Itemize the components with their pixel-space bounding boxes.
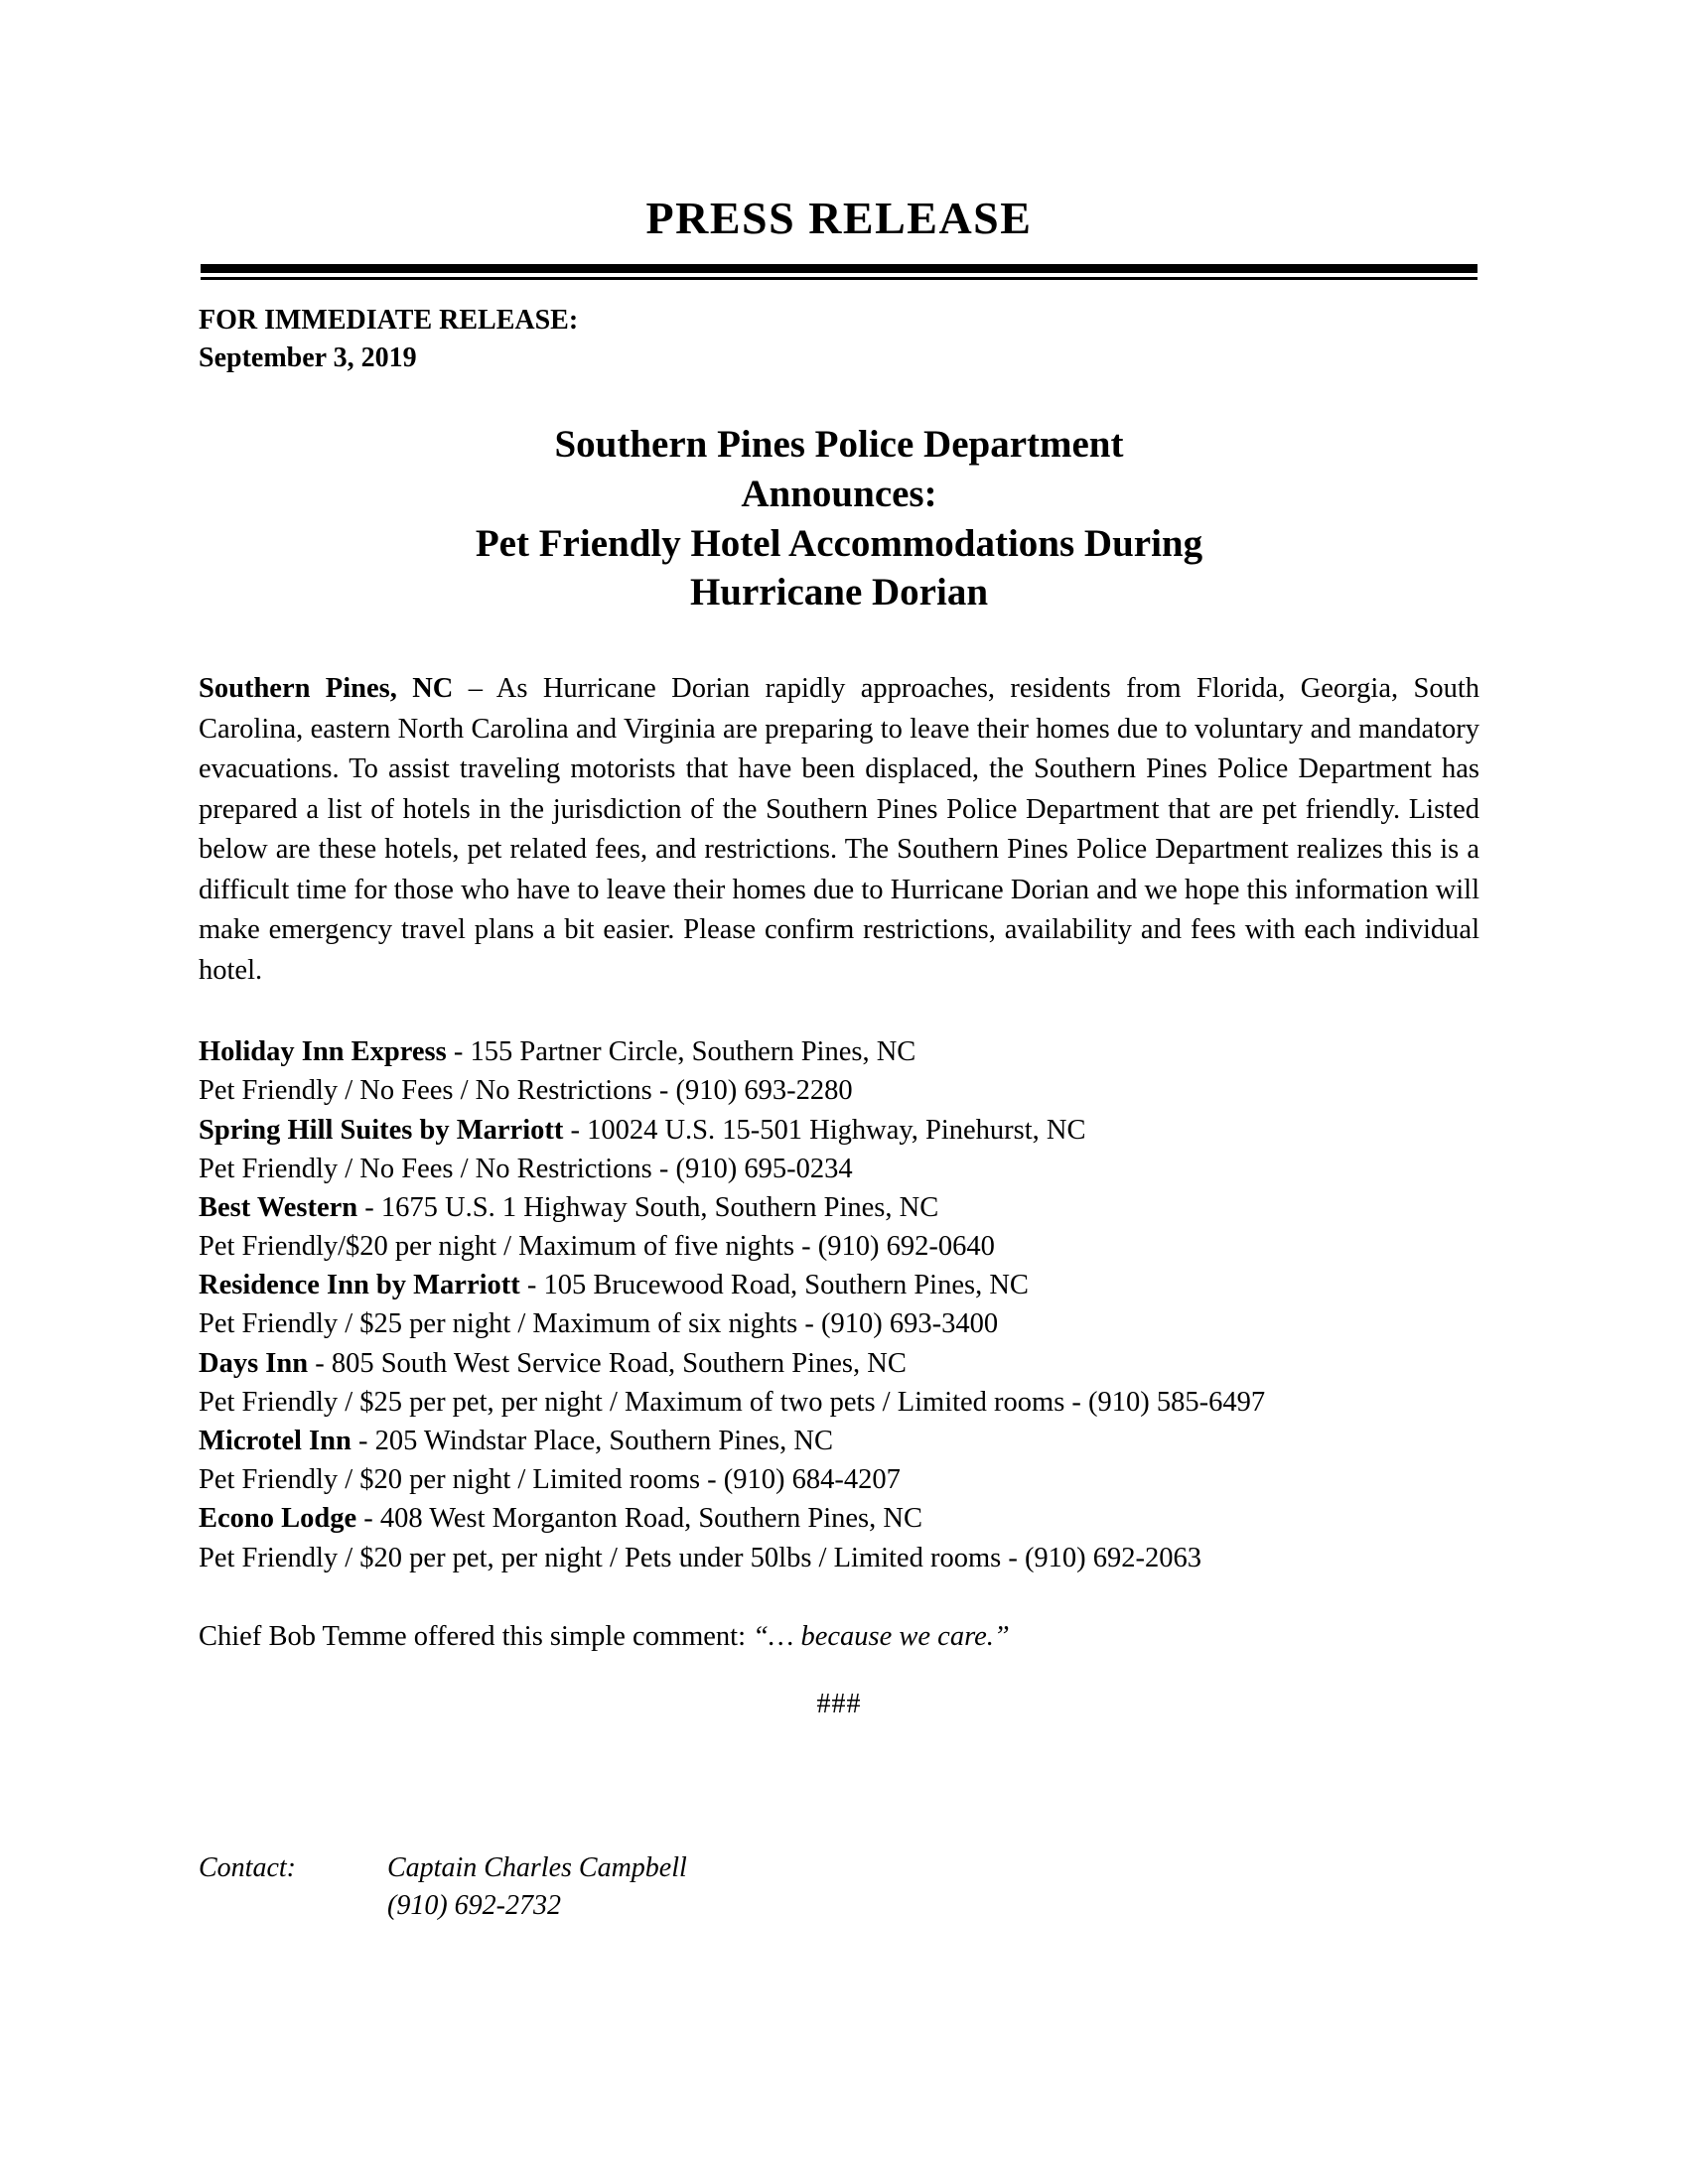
list-item: [199, 1266, 1479, 1343]
hotel-name: Microtel Inn: [199, 1426, 352, 1457]
hotel-name: Residence Inn by Marriott: [199, 1270, 520, 1301]
hotel-details: Pet Friendly/$20 per night / Maximum of five nights - (910) 692-0640: [199, 1231, 995, 1263]
page-title: PRESS RELEASE: [645, 193, 1033, 243]
divider-thick-rule: [201, 264, 1477, 273]
hotel-details: Pet Friendly / $25 per night / Maximum of six nights - (910) 693-3400: [199, 1308, 999, 1340]
hotel-address: - 805 South West Service Road, Southern Pines, NC: [308, 1347, 907, 1379]
release-date: September 3, 2019: [199, 341, 417, 373]
divider-thin-rule: [201, 277, 1477, 280]
hotel-address: - 10024 U.S. 15-501 Highway, Pinehurst, NC: [563, 1114, 1086, 1146]
header-divider: [201, 264, 1477, 280]
list-item: [199, 1422, 1479, 1499]
lede-paragraph: [199, 669, 1479, 991]
hotel-name: Holiday Inn Express: [199, 1036, 447, 1068]
hotel-details: Pet Friendly / $25 per pet, per night / Maximum of two pets / Limited rooms - (910) 585-6497: [199, 1386, 1266, 1418]
hotel-name: Best Western: [199, 1191, 358, 1223]
contact-block: [199, 1849, 1479, 1926]
contact-label: Contact:: [199, 1851, 296, 1883]
contact-name: Captain Charles Campbell: [387, 1851, 687, 1883]
list-item: [199, 1499, 1479, 1576]
headline: [199, 420, 1479, 618]
chief-quote: [199, 1617, 1479, 1657]
hotel-address: - 155 Partner Circle, Southern Pines, NC: [446, 1036, 916, 1068]
hotel-address: - 408 West Morganton Road, Southern Pines, NC: [356, 1503, 922, 1535]
hotel-details: Pet Friendly / No Fees / No Restrictions - (910) 695-0234: [199, 1153, 853, 1184]
hotel-name-line: [199, 1032, 1479, 1071]
hotel-name-line: [199, 1111, 1479, 1150]
headline-line-4: Hurricane Dorian: [689, 571, 989, 614]
release-label: FOR IMMEDIATE RELEASE:: [199, 305, 579, 337]
document-body: [199, 0, 1479, 1926]
hotel-name-line: [199, 1422, 1479, 1460]
end-mark: ###: [816, 1688, 862, 1719]
hotel-address: - 205 Windstar Place, Southern Pines, NC: [351, 1426, 833, 1457]
contact-primary-row: [199, 1849, 1479, 1888]
hotel-name: Days Inn: [199, 1347, 309, 1379]
hotel-address: - 105 Brucewood Road, Southern Pines, NC: [519, 1270, 1029, 1301]
headline-line-3: Pet Friendly Hotel Accommodations During: [475, 521, 1203, 565]
quote-text: “… because we care.”: [753, 1620, 1010, 1652]
list-item: [199, 1032, 1479, 1110]
quote-lead-in: Chief Bob Temme offered this simple comment:: [199, 1620, 754, 1652]
dateline: Southern Pines, NC: [199, 673, 454, 705]
hotel-name-line: [199, 1499, 1479, 1538]
list-item: [199, 1111, 1479, 1188]
hotel-name-line: [199, 1188, 1479, 1227]
contact-phone: (910) 692-2732: [387, 1890, 561, 1922]
hotel-details: Pet Friendly / No Fees / No Restrictions - (910) 693-2280: [199, 1075, 853, 1107]
hotel-list: [199, 1032, 1479, 1577]
hotel-details: Pet Friendly / $20 per pet, per night / Pets under 50lbs / Limited rooms - (910) 692-2063: [199, 1542, 1202, 1573]
list-item: [199, 1344, 1479, 1422]
hotel-name-line: [199, 1266, 1479, 1304]
headline-line-1: Southern Pines Police Department: [554, 422, 1124, 466]
hotel-name-line: [199, 1344, 1479, 1383]
hotel-details: Pet Friendly / $20 per night / Limited rooms - (910) 684-4207: [199, 1464, 901, 1496]
hotel-name: Econo Lodge: [199, 1503, 357, 1535]
release-block: [199, 302, 1479, 375]
list-item: [199, 1188, 1479, 1266]
lede-text: – As Hurricane Dorian rapidly approaches, residents from Florida, Georgia, South Carolina, eastern North Carolina and Virginia are preparing to leave their homes due to voluntary and mandatory evacuations. To assist traveling motorists that have been displaced, the Southern Pines Police Department has prepared a list of hotels in the jurisdiction of the Southern Pines Police Department that are pet friendly. Listed below are these hotels, pet related fees, and restrictions. The Southern Pines Police Department realizes this is a difficult time for those who have to leave their homes due to Hurricane Dorian and we hope this information will make emergency travel plans a bit easier. Please confirm restrictions, availability and fees with each individual hotel.: [199, 673, 1479, 986]
hotel-name: Spring Hill Suites by Marriott: [199, 1114, 564, 1146]
headline-line-2: Announces:: [741, 472, 937, 515]
hotel-address: - 1675 U.S. 1 Highway South, Southern Pines, NC: [357, 1191, 939, 1223]
